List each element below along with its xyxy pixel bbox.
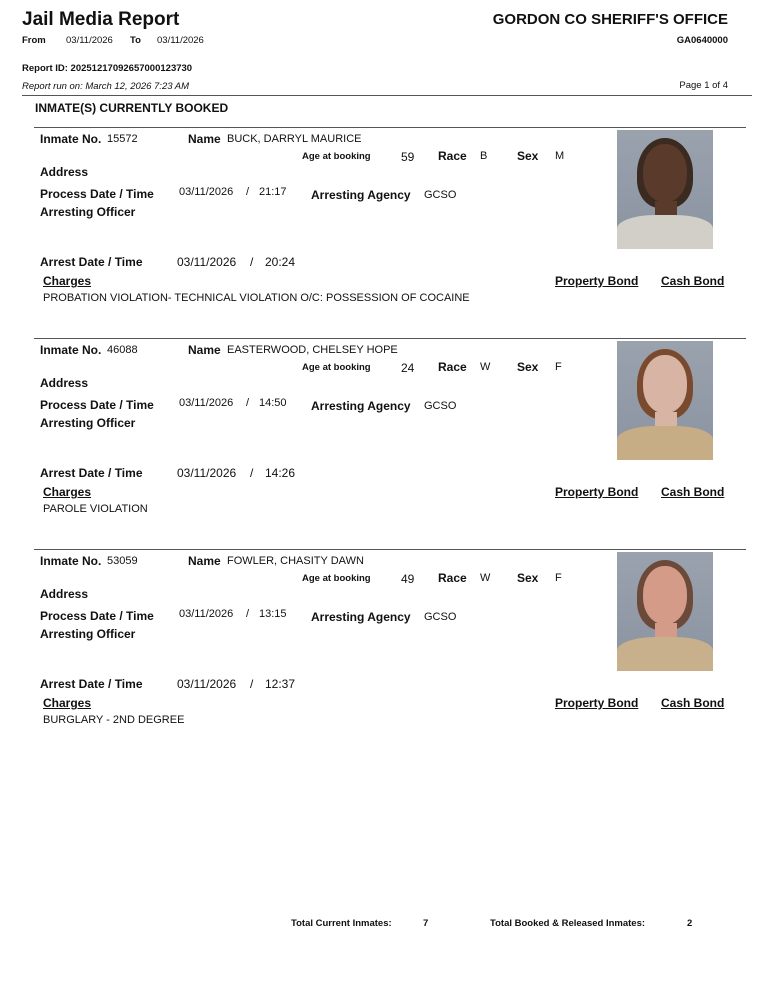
- race-label: Race: [438, 360, 467, 374]
- inmate-no: 46088: [107, 344, 138, 356]
- to-date: 03/11/2026: [157, 35, 204, 46]
- address-label: Address: [40, 165, 89, 179]
- arrest-label: Arrest Date / Time: [40, 255, 143, 269]
- charges-value: PAROLE VIOLATION: [43, 503, 148, 515]
- process-date: 03/11/2026: [179, 397, 234, 409]
- report-run-on: Report run on: March 12, 2026 7:23 AM: [22, 81, 190, 92]
- arrest-time: 14:26: [265, 466, 296, 480]
- section-title: INMATE(S) CURRENTLY BOOKED: [35, 101, 229, 115]
- mugshot-shirt: [617, 426, 713, 460]
- mugshot-shirt: [617, 215, 713, 249]
- age-label: Age at booking: [302, 362, 371, 373]
- race-label: Race: [438, 571, 467, 585]
- inmate-no-label: Inmate No.: [40, 554, 102, 568]
- name-label: Name: [188, 132, 221, 146]
- from-label: From: [22, 35, 46, 46]
- sex-value: F: [555, 361, 562, 373]
- record-divider: [34, 127, 746, 128]
- arrest-date: 03/11/2026: [177, 466, 237, 480]
- process-slash: /: [246, 397, 250, 409]
- charges-value: BURGLARY - 2ND DEGREE: [43, 714, 185, 726]
- charges-label: Charges: [43, 274, 92, 288]
- race-value: B: [480, 150, 488, 162]
- inmate-record: [0, 127, 773, 338]
- inmate-no-label: Inmate No.: [40, 132, 102, 146]
- mugshot-image: [617, 341, 713, 460]
- arrest-label: Arrest Date / Time: [40, 466, 143, 480]
- sex-value: M: [555, 150, 565, 162]
- charges-label: Charges: [43, 696, 92, 710]
- cash-bond-label: Cash Bond: [661, 485, 725, 499]
- mugshot-face: [643, 144, 687, 202]
- inmate-no: 53059: [107, 555, 138, 567]
- charges-label: Charges: [43, 485, 92, 499]
- sex-label: Sex: [517, 360, 539, 374]
- page-number: Page 1 of 4: [679, 80, 728, 91]
- process-time: 14:50: [259, 397, 287, 409]
- mugshot-face: [643, 566, 687, 624]
- age-value: 49: [401, 572, 415, 586]
- race-value: W: [480, 572, 491, 584]
- property-bond-label: Property Bond: [555, 274, 639, 288]
- sex-label: Sex: [517, 149, 539, 163]
- officer-label: Arresting Officer: [40, 627, 136, 641]
- officer-label: Arresting Officer: [40, 416, 136, 430]
- from-date: 03/11/2026: [66, 35, 113, 46]
- total-current-value: 7: [423, 918, 429, 929]
- age-value: 59: [401, 150, 415, 164]
- age-label: Age at booking: [302, 151, 371, 162]
- process-time: 21:17: [259, 186, 287, 198]
- total-booked-label: Total Booked & Released Inmates:: [490, 918, 646, 929]
- agency-value: GCSO: [424, 400, 457, 412]
- record-divider: [34, 549, 746, 550]
- to-label: To: [130, 35, 141, 46]
- process-date: 03/11/2026: [179, 186, 234, 198]
- inmate-no-label: Inmate No.: [40, 343, 102, 357]
- agency-label: Arresting Agency: [311, 610, 411, 624]
- agency-label: Arresting Agency: [311, 399, 411, 413]
- process-slash: /: [246, 186, 250, 198]
- arrest-slash: /: [250, 677, 254, 691]
- process-label: Process Date / Time: [40, 398, 154, 412]
- inmate-name: FOWLER, CHASITY DAWN: [227, 555, 364, 567]
- name-label: Name: [188, 343, 221, 357]
- sex-label: Sex: [517, 571, 539, 585]
- officer-label: Arresting Officer: [40, 205, 136, 219]
- record-divider: [34, 338, 746, 339]
- total-booked-value: 2: [687, 918, 693, 929]
- mugshot-image: [617, 130, 713, 249]
- arrest-date: 03/11/2026: [177, 677, 237, 691]
- arrest-label: Arrest Date / Time: [40, 677, 143, 691]
- race-label: Race: [438, 149, 467, 163]
- name-label: Name: [188, 554, 221, 568]
- race-value: W: [480, 361, 491, 373]
- address-label: Address: [40, 376, 89, 390]
- report-title: Jail Media Report: [22, 9, 180, 30]
- header-divider: [22, 95, 752, 96]
- age-value: 24: [401, 361, 415, 375]
- arrest-date: 03/11/2026: [177, 255, 237, 269]
- inmate-record: [0, 549, 773, 760]
- process-label: Process Date / Time: [40, 187, 154, 201]
- property-bond-label: Property Bond: [555, 485, 639, 499]
- process-time: 13:15: [259, 608, 287, 620]
- arrest-time: 12:37: [265, 677, 296, 691]
- office-code: GA0640000: [676, 35, 728, 46]
- mugshot-shirt: [617, 637, 713, 671]
- mugshot-face: [643, 355, 687, 413]
- agency-value: GCSO: [424, 189, 457, 201]
- process-slash: /: [246, 608, 250, 620]
- charges-value: PROBATION VIOLATION- TECHNICAL VIOLATION O/C: POSSESSION OF COCAINE: [43, 292, 470, 304]
- age-label: Age at booking: [302, 573, 371, 584]
- address-label: Address: [40, 587, 89, 601]
- sex-value: F: [555, 572, 562, 584]
- inmate-name: BUCK, DARRYL MAURICE: [227, 133, 362, 145]
- arrest-slash: /: [250, 255, 254, 269]
- agency-label: Arresting Agency: [311, 188, 411, 202]
- cash-bond-label: Cash Bond: [661, 274, 725, 288]
- inmate-no: 15572: [107, 133, 138, 145]
- property-bond-label: Property Bond: [555, 696, 639, 710]
- total-current-label: Total Current Inmates:: [291, 918, 392, 929]
- inmate-name: EASTERWOOD, CHELSEY HOPE: [227, 344, 398, 356]
- office-name: GORDON CO SHERIFF'S OFFICE: [492, 11, 728, 28]
- arrest-slash: /: [250, 466, 254, 480]
- arrest-time: 20:24: [265, 255, 296, 269]
- cash-bond-label: Cash Bond: [661, 696, 725, 710]
- agency-value: GCSO: [424, 611, 457, 623]
- mugshot-image: [617, 552, 713, 671]
- process-label: Process Date / Time: [40, 609, 154, 623]
- inmate-record: [0, 338, 773, 549]
- process-date: 03/11/2026: [179, 608, 234, 620]
- report-id: Report ID: 20251217092657000123730: [22, 63, 193, 74]
